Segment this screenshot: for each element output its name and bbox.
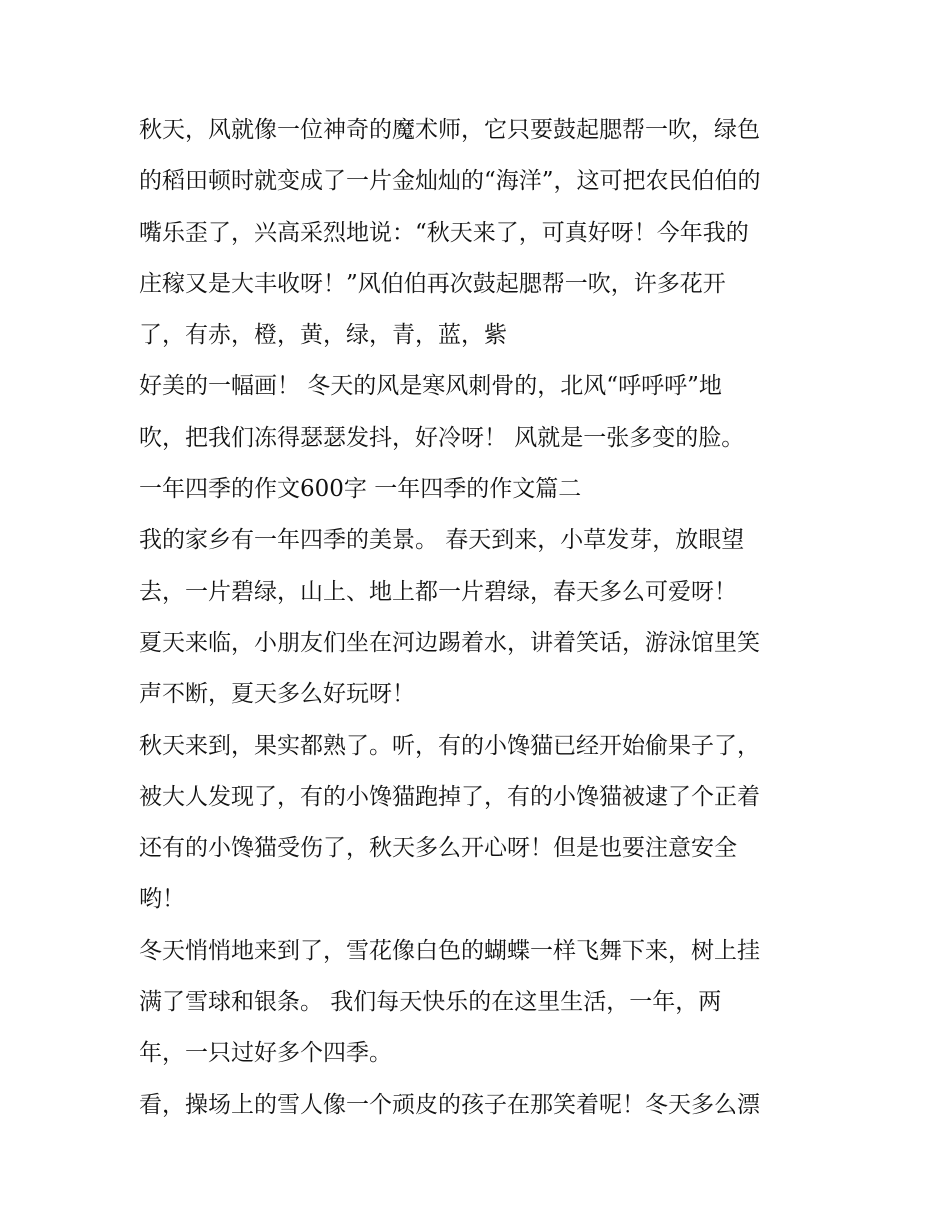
section-heading: 一年四季的作文600字 一年四季的作文篇二 xyxy=(139,476,582,503)
text-line-16: 哟！ xyxy=(139,886,185,913)
text-line-7: 吹，把我们冻得瑟瑟发抖，好冷呀！ 风就是一张多变的脸。 xyxy=(139,424,745,451)
text-line-20: 看，操场上的雪人像一个顽皮的孩子在那笑着呢！冬天多么漂 xyxy=(139,1091,760,1118)
text-line-4: 庄稼又是大丰收呀！”风伯伯再次鼓起腮帮一吹，许多花开 xyxy=(139,270,726,297)
text-line-5: 了，有赤，橙，黄，绿，青，蓝，紫 xyxy=(139,322,507,349)
text-line-14: 被大人发现了，有的小馋猫跑掉了，有的小馋猫被逮了个正着 xyxy=(139,783,760,810)
text-line-9: 我的家乡有一年四季的美景。 春天到来，小草发芽，放眼望 xyxy=(139,527,745,554)
text-line-18: 满了雪球和银条。 我们每天快乐的在这里生活，一年，两 xyxy=(139,989,722,1016)
text-line-13: 秋天来到，果实都熟了。听，有的小馋猫已经开始偷果子了， xyxy=(139,732,760,759)
text-line-2: 的稻田顿时就变成了一片金灿灿的“海洋”，这可把农民伯伯的 xyxy=(139,168,761,195)
text-line-12: 声不断，夏天多么好玩呀！ xyxy=(139,681,415,708)
text-line-3: 嘴乐歪了，兴高采烈地说：“秋天来了，可真好呀！今年我的 xyxy=(139,219,749,246)
text-line-1: 秋天，风就像一位神奇的魔术师，它只要鼓起腮帮一吹，绿色 xyxy=(139,117,760,143)
text-line-19: 年，一只过好多个四季。 xyxy=(139,1040,392,1067)
text-line-17: 冬天悄悄地来到了，雪花像白色的蝴蝶一样飞舞下来，树上挂 xyxy=(139,937,760,964)
document-body xyxy=(139,105,819,1131)
text-line-15: 还有的小馋猫受伤了，秋天多么开心呀！但是也要注意安全 xyxy=(139,835,737,862)
text-line-6: 好美的一幅画！ 冬天的风是寒风刺骨的，北风“呼呼呼”地 xyxy=(139,373,722,400)
text-line-10: 去，一片碧绿，山上、地上都一片碧绿，春天多么可爱呀！ xyxy=(139,578,737,605)
text-line-11: 夏天来临，小朋友们坐在河边踢着水，讲着笑话，游泳馆里笑 xyxy=(139,629,760,656)
